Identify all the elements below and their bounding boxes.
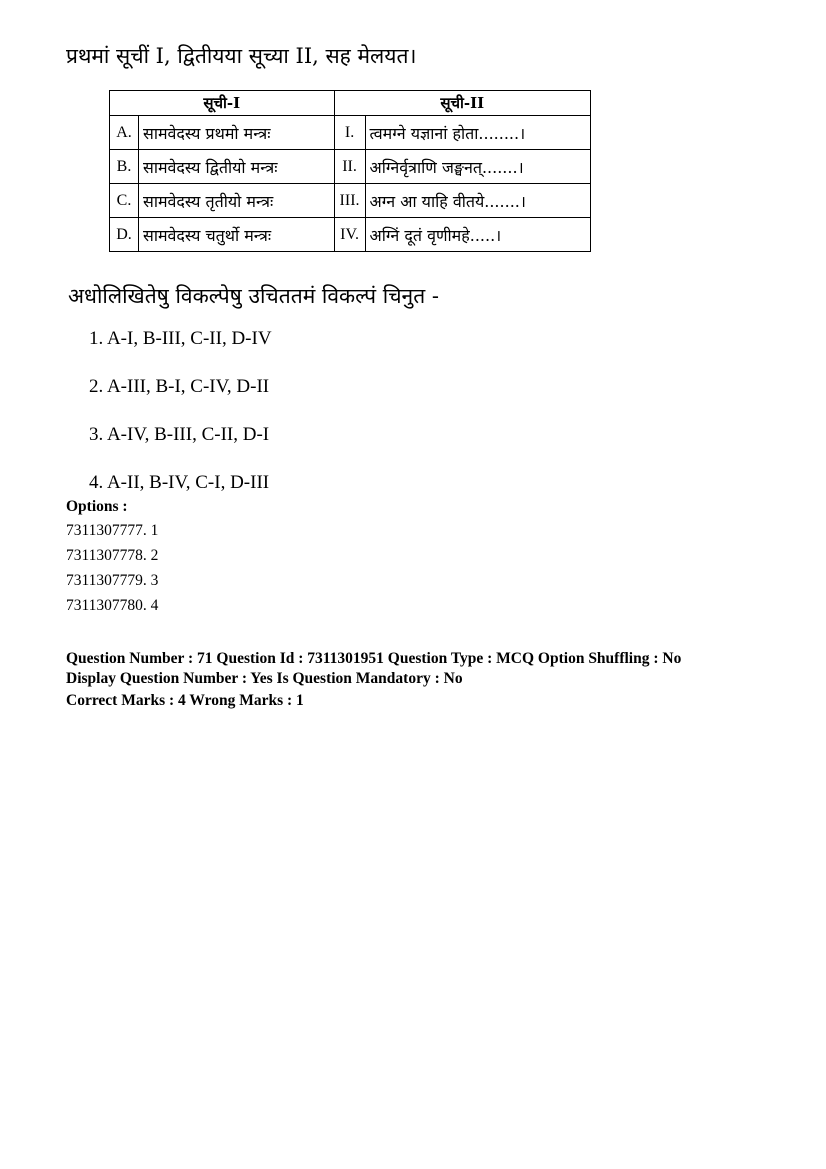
match-table [109,90,591,252]
row-label-list-2: IV. [334,218,365,252]
row-label-list-1: B. [110,150,139,184]
answer-choice-3: 3. A-IV, B-III, C-II, D-I [89,424,270,445]
options-heading: Options : [66,498,128,515]
list-1-item: सामवेदस्य तृतीयो मन्त्रः [139,184,335,218]
option-id-2: 7311307778. 2 [66,547,159,564]
answer-choices [89,326,272,518]
option-id-3: 7311307779. 3 [66,572,159,589]
list-1-item: सामवेदस्य चतुर्थो मन्त्रः [139,218,335,252]
list-1-header: सूची-I [110,91,335,116]
answer-choice-4: 4. A-II, B-IV, C-I, D-III [89,472,270,493]
list-2-header: सूची-II [334,91,590,116]
option-id-4: 7311307780. 4 [66,597,159,614]
row-label-list-1: A. [110,116,139,150]
list-2-item: अग्निं दूतं वृणीमहे.....। [365,218,590,252]
table-row [110,150,591,184]
answer-choice-2: 2. A-III, B-I, C-IV, D-II [89,376,270,397]
question-title: प्रथमां सूचीं I, द्वितीयया सूच्या II, सह मेलयत। [66,44,417,68]
table-row [110,218,591,252]
list-1-item: सामवेदस्य द्वितीयो मन्त्रः [139,150,335,184]
question-meta-line-1: Question Number : 71 Question Id : 7311301951 Question Type : MCQ Option Shuffling : No [66,650,682,667]
row-label-list-2: II. [334,150,365,184]
list-2-item: अग्निर्वृत्राणि जङ्घनत्.......। [365,150,590,184]
row-label-list-2: I. [334,116,365,150]
table-header-row [110,91,591,116]
marks-line: Correct Marks : 4 Wrong Marks : 1 [66,692,304,709]
row-label-list-1: D. [110,218,139,252]
answer-choice-1: 1. A-I, B-III, C-II, D-IV [89,328,272,349]
list-2-item: त्वमग्ने यज्ञानां होता........। [365,116,590,150]
table-row [110,184,591,218]
list-1-item: सामवेदस्य प्रथमो मन्त्रः [139,116,335,150]
row-label-list-1: C. [110,184,139,218]
instruction-text: अधोलिखितेषु विकल्पेषु उचिततमं विकल्पं चिनुत - [68,284,439,308]
table-row [110,116,591,150]
list-2-item: अग्न आ याहि वीतये.......। [365,184,590,218]
row-label-list-2: III. [334,184,365,218]
option-id-1: 7311307777. 1 [66,522,159,539]
question-meta-line-2: Display Question Number : Yes Is Question Mandatory : No [66,670,463,687]
